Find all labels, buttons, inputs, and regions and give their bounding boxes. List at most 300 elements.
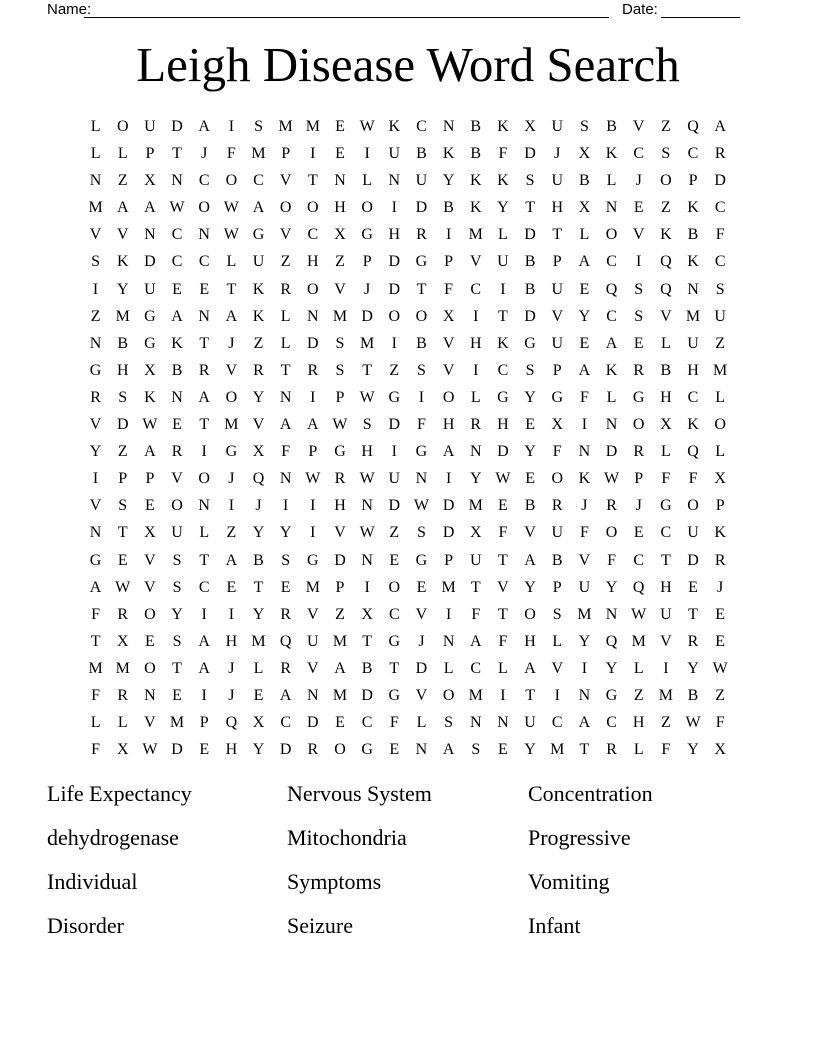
grid-letter[interactable]: O [605,524,618,542]
grid-letter[interactable]: A [524,551,536,569]
grid-letter[interactable]: P [688,172,698,190]
grid-letter[interactable]: S [471,741,481,759]
grid-letter[interactable]: D [334,551,346,569]
grid-letter[interactable]: D [307,714,319,732]
grid-letter[interactable]: F [471,605,481,623]
grid-letter[interactable]: S [634,307,644,325]
grid-letter[interactable]: X [361,605,373,623]
grid-letter[interactable]: K [605,361,618,379]
grid-letter[interactable]: M [631,632,646,650]
grid-letter[interactable]: V [89,416,102,434]
grid-letter[interactable]: C [198,172,210,190]
grid-letter[interactable]: Y [524,388,536,406]
grid-letter[interactable]: Y [171,605,183,623]
grid-letter[interactable]: Y [252,605,265,623]
grid-letter[interactable]: M [251,632,266,650]
grid-letter[interactable]: S [634,280,644,298]
grid-letter[interactable]: I [310,388,316,406]
grid-letter[interactable]: V [116,226,129,244]
grid-letter[interactable]: G [361,741,373,759]
grid-letter[interactable]: S [362,416,372,434]
grid-letter[interactable]: M [88,199,103,217]
grid-letter[interactable]: T [688,605,698,623]
grid-letter[interactable]: C [687,145,699,163]
grid-letter[interactable]: Y [687,659,699,677]
word-list-item[interactable]: Symptoms [287,869,382,894]
grid-letter[interactable]: A [144,199,156,217]
grid-letter[interactable]: S [525,361,535,379]
grid-letter[interactable]: W [223,226,239,244]
grid-letter[interactable]: U [551,334,564,352]
grid-letter[interactable]: Z [660,714,671,732]
grid-letter[interactable]: G [361,226,373,244]
grid-letter[interactable]: N [497,714,509,732]
grid-letter[interactable]: H [660,388,672,406]
grid-letter[interactable]: Z [335,253,345,271]
grid-letter[interactable]: W [169,199,185,217]
grid-letter[interactable]: Y [605,578,618,596]
grid-letter[interactable]: I [310,497,316,515]
grid-letter[interactable]: B [660,361,672,379]
grid-letter[interactable]: C [606,714,617,732]
grid-letter[interactable]: N [605,416,618,434]
grid-letter[interactable]: C [470,280,482,298]
grid-letter[interactable]: M [468,497,483,515]
grid-letter[interactable]: H [334,497,346,515]
grid-letter[interactable]: R [171,443,183,461]
grid-letter[interactable]: N [442,118,455,135]
grid-letter[interactable]: G [388,632,401,650]
grid-letter[interactable]: V [144,578,156,596]
grid-letter[interactable]: K [578,470,591,488]
grid-letter[interactable]: B [524,497,536,515]
grid-letter[interactable]: C [253,172,264,190]
grid-letter[interactable]: F [498,632,508,650]
grid-letter[interactable]: E [633,524,644,542]
grid-letter[interactable]: O [442,686,455,704]
grid-letter[interactable]: B [524,280,536,298]
grid-letter[interactable]: N [605,605,618,623]
grid-letter[interactable]: O [198,199,210,217]
grid-letter[interactable]: S [579,118,589,135]
grid-letter[interactable]: T [660,551,671,569]
grid-letter[interactable]: R [687,632,699,650]
grid-letter[interactable]: Y [578,632,591,650]
grid-letter[interactable]: L [253,659,264,677]
grid-letter[interactable]: M [332,686,348,704]
grid-letter[interactable]: N [198,497,210,515]
grid-letter[interactable]: F [661,470,671,488]
grid-letter[interactable]: Z [117,443,128,461]
grid-letter[interactable]: N [578,443,591,461]
grid-letter[interactable]: I [228,497,235,515]
grid-letter[interactable]: Q [660,280,672,298]
grid-letter[interactable]: I [310,524,316,542]
grid-letter[interactable]: N [307,307,319,325]
grid-letter[interactable]: B [687,226,699,244]
grid-letter[interactable]: O [361,199,373,217]
grid-letter[interactable]: Z [117,172,128,190]
grid-letter[interactable]: T [470,578,481,596]
grid-letter[interactable]: X [144,524,156,542]
grid-letter[interactable]: Y [252,741,265,759]
grid-letter[interactable]: A [144,443,156,461]
grid-letter[interactable]: S [661,145,671,163]
grid-letter[interactable]: L [362,172,373,190]
grid-letter[interactable]: B [416,334,427,352]
grid-letter[interactable]: J [228,334,235,352]
grid-letter[interactable]: H [388,226,401,244]
grid-letter[interactable]: K [116,253,129,271]
grid-letter[interactable]: B [524,253,536,271]
grid-letter[interactable]: I [201,686,207,704]
grid-letter[interactable]: Q [252,470,265,488]
grid-letter[interactable]: M [468,686,483,704]
grid-letter[interactable]: I [364,145,370,163]
grid-letter[interactable]: F [688,470,698,488]
grid-letter[interactable]: T [172,659,182,677]
grid-letter[interactable]: D [687,551,699,569]
grid-letter[interactable]: E [688,578,698,596]
grid-letter[interactable]: E [633,199,644,217]
grid-letter[interactable]: M [658,686,673,704]
grid-letter[interactable]: N [144,686,156,704]
grid-letter[interactable]: C [714,253,726,271]
grid-letter[interactable]: L [552,632,563,650]
grid-letter[interactable]: U [660,605,672,623]
grid-letter[interactable]: C [361,714,373,732]
grid-letter[interactable]: X [469,524,482,542]
grid-letter[interactable]: M [332,307,348,325]
grid-letter[interactable]: Y [524,443,536,461]
grid-letter[interactable]: Y [605,659,618,677]
grid-letter[interactable]: L [715,443,726,461]
grid-letter[interactable]: B [253,551,264,569]
grid-letter[interactable]: I [283,497,289,515]
grid-letter[interactable]: W [413,497,429,515]
grid-letter[interactable]: Y [116,280,129,298]
grid-letter[interactable]: S [118,388,128,406]
grid-letter[interactable]: L [443,659,454,677]
grid-letter[interactable]: J [228,659,235,677]
grid-letter[interactable]: W [359,118,375,135]
grid-letter[interactable]: A [307,416,319,434]
grid-letter[interactable]: R [307,741,319,759]
grid-letter[interactable]: T [307,172,318,190]
grid-letter[interactable]: A [334,659,346,677]
grid-letter[interactable]: E [117,551,128,569]
grid-letter[interactable]: H [116,361,129,379]
grid-letter[interactable]: F [417,416,426,434]
grid-letter[interactable]: U [415,172,428,190]
grid-letter[interactable]: O [144,605,156,623]
grid-letter[interactable]: H [442,416,455,434]
grid-letter[interactable]: I [391,443,397,461]
grid-letter[interactable]: B [443,199,454,217]
grid-letter[interactable]: W [115,578,131,596]
grid-letter[interactable]: K [497,118,509,135]
grid-letter[interactable]: Q [632,578,645,596]
grid-letter[interactable]: O [225,172,238,190]
grid-letter[interactable]: V [252,416,265,434]
grid-letter[interactable]: T [498,605,508,623]
grid-letter[interactable]: R [280,280,291,298]
grid-letter[interactable]: D [388,280,401,298]
grid-letter[interactable]: U [551,118,564,135]
grid-letter[interactable]: T [498,551,508,569]
grid-letter[interactable]: E [715,605,726,623]
grid-letter[interactable]: X [116,741,129,759]
grid-letter[interactable]: P [444,551,454,569]
grid-letter[interactable]: F [607,551,616,569]
grid-letter[interactable]: B [579,172,590,190]
grid-letter[interactable]: Y [89,443,102,461]
word-list-item[interactable]: dehydrogenase [47,825,179,850]
grid-letter[interactable]: F [91,605,101,623]
grid-letter[interactable]: W [359,524,375,542]
grid-letter[interactable]: Y [497,199,509,217]
grid-letter[interactable]: P [552,253,562,271]
grid-letter[interactable]: F [226,145,236,163]
grid-letter[interactable]: R [90,388,101,406]
grid-letter[interactable]: K [469,172,482,190]
grid-letter[interactable]: U [578,578,591,596]
grid-letter[interactable]: J [201,145,208,163]
grid-letter[interactable]: V [578,551,591,569]
grid-letter[interactable]: T [362,632,373,650]
grid-letter[interactable]: C [551,714,563,732]
grid-letter[interactable]: G [632,388,645,406]
grid-letter[interactable]: E [498,497,508,515]
grid-letter[interactable]: E [199,741,210,759]
grid-letter[interactable]: R [606,497,617,515]
grid-letter[interactable]: N [89,524,102,542]
grid-letter[interactable]: A [578,253,591,271]
grid-letter[interactable]: E [199,280,210,298]
grid-letter[interactable]: Z [633,686,644,704]
grid-letter[interactable]: R [334,470,346,488]
grid-letter[interactable]: D [524,145,536,163]
grid-letter[interactable]: B [117,334,129,352]
grid-letter[interactable]: X [551,416,564,434]
grid-letter[interactable]: C [606,307,617,325]
word-list-item[interactable]: Concentration [528,781,653,806]
word-list-item[interactable]: Disorder [47,913,124,938]
grid-letter[interactable]: T [199,416,210,434]
grid-letter[interactable]: S [172,578,182,596]
grid-letter[interactable]: E [525,470,535,488]
grid-letter[interactable]: H [334,199,346,217]
grid-letter[interactable]: E [416,578,427,596]
grid-letter[interactable]: T [253,578,264,596]
grid-letter[interactable]: T [117,524,128,542]
grid-letter[interactable]: K [252,307,265,325]
grid-letter[interactable]: L [117,145,128,163]
grid-letter[interactable]: C [171,253,183,271]
grid-letter[interactable]: Q [660,253,672,271]
grid-letter[interactable]: W [332,416,348,434]
grid-letter[interactable]: A [442,741,455,759]
grid-letter[interactable]: F [498,524,508,542]
grid-letter[interactable]: A [279,686,292,704]
grid-letter[interactable]: M [360,334,375,352]
word-list-item[interactable]: Infant [528,913,581,938]
grid-letter[interactable]: X [252,443,265,461]
grid-letter[interactable]: P [552,578,562,596]
grid-letter[interactable]: Z [90,307,101,325]
grid-letter[interactable]: W [359,470,375,488]
grid-letter[interactable]: W [495,470,511,488]
grid-letter[interactable]: U [144,118,156,135]
grid-letter[interactable]: Y [687,741,699,759]
grid-letter[interactable]: E [715,632,726,650]
grid-letter[interactable]: I [228,118,235,135]
grid-letter[interactable]: N [144,226,156,244]
grid-letter[interactable]: F [715,714,725,732]
grid-letter[interactable]: L [606,388,617,406]
grid-letter[interactable]: N [198,226,210,244]
grid-letter[interactable]: S [335,334,345,352]
grid-letter[interactable]: E [226,578,237,596]
grid-letter[interactable]: P [308,443,318,461]
grid-letter[interactable]: H [687,361,699,379]
grid-letter[interactable]: X [578,199,591,217]
grid-letter[interactable]: V [442,334,455,352]
grid-letter[interactable]: V [551,659,564,677]
grid-letter[interactable]: R [633,443,645,461]
grid-letter[interactable]: A [469,632,482,650]
date-write-line[interactable] [661,17,740,18]
word-list-item[interactable]: Life Expectancy [47,781,192,806]
grid-letter[interactable]: I [418,388,425,406]
grid-letter[interactable]: N [361,551,373,569]
grid-letter[interactable]: B [171,361,183,379]
grid-letter[interactable]: V [334,524,346,542]
grid-letter[interactable]: K [388,118,401,135]
grid-letter[interactable]: V [524,524,536,542]
grid-letter[interactable]: G [144,307,156,325]
grid-letter[interactable]: L [280,307,291,325]
grid-letter[interactable]: R [198,361,210,379]
grid-letter[interactable]: P [362,253,372,271]
grid-letter[interactable]: D [279,741,292,759]
word-list-item[interactable]: Mitochondria [287,825,407,850]
grid-letter[interactable]: F [91,741,101,759]
grid-letter[interactable]: V [415,605,428,623]
grid-letter[interactable]: C [714,199,726,217]
grid-letter[interactable]: F [715,226,725,244]
grid-letter[interactable]: E [145,497,155,515]
grid-letter[interactable]: W [142,741,158,759]
grid-letter[interactable]: V [144,551,156,569]
grid-letter[interactable]: U [551,280,564,298]
grid-letter[interactable]: V [632,226,645,244]
grid-letter[interactable]: V [89,497,102,515]
grid-letter[interactable]: T [362,361,373,379]
grid-letter[interactable]: T [199,551,210,569]
grid-letter[interactable]: V [497,578,509,596]
grid-letter[interactable]: E [335,714,345,732]
grid-letter[interactable]: C [416,118,427,135]
grid-letter[interactable]: M [468,226,483,244]
grid-letter[interactable]: Q [687,443,699,461]
grid-letter[interactable]: D [714,172,726,190]
grid-letter[interactable]: O [714,416,726,434]
grid-letter[interactable]: I [554,686,560,704]
grid-letter[interactable]: Z [389,524,400,542]
grid-letter[interactable]: D [388,497,401,515]
grid-letter[interactable]: D [442,497,455,515]
grid-letter[interactable]: Z [389,361,400,379]
grid-letter[interactable]: U [144,280,156,298]
grid-letter[interactable]: V [171,470,183,488]
grid-letter[interactable]: R [307,361,319,379]
grid-letter[interactable]: Q [225,714,238,732]
grid-letter[interactable]: S [715,280,725,298]
grid-letter[interactable]: U [524,714,536,732]
grid-letter[interactable]: R [117,605,129,623]
word-list-item[interactable]: Individual [47,869,138,894]
grid-letter[interactable]: S [91,253,101,271]
grid-letter[interactable]: P [145,470,155,488]
grid-letter[interactable]: N [279,470,292,488]
grid-letter[interactable]: R [280,659,291,677]
grid-letter[interactable]: B [416,145,427,163]
grid-letter[interactable]: E [579,280,590,298]
grid-letter[interactable]: E [172,416,182,434]
grid-letter[interactable]: N [171,388,183,406]
grid-letter[interactable]: I [391,334,397,352]
grid-letter[interactable]: N [469,714,482,732]
grid-letter[interactable]: X [116,632,129,650]
grid-letter[interactable]: O [551,470,564,488]
grid-letter[interactable]: F [498,145,508,163]
grid-letter[interactable]: I [228,605,235,623]
grid-letter[interactable]: C [497,361,509,379]
grid-letter[interactable]: R [280,605,291,623]
grid-letter[interactable]: M [550,741,565,759]
grid-letter[interactable]: R [633,361,645,379]
grid-letter[interactable]: I [636,253,642,271]
grid-letter[interactable]: C [198,578,210,596]
grid-letter[interactable]: O [388,307,401,325]
grid-letter[interactable]: C [633,551,645,569]
grid-letter[interactable]: O [632,416,645,434]
grid-letter[interactable]: D [524,226,536,244]
grid-letter[interactable]: Z [280,253,291,271]
grid-letter[interactable]: R [714,551,726,569]
grid-letter[interactable]: M [115,307,130,325]
grid-letter[interactable]: M [115,659,130,677]
grid-letter[interactable]: N [415,470,428,488]
grid-letter[interactable]: E [172,686,182,704]
grid-letter[interactable]: E [633,334,644,352]
grid-letter[interactable]: N [279,388,292,406]
grid-letter[interactable]: K [714,524,726,542]
grid-letter[interactable]: S [281,551,291,569]
grid-letter[interactable]: R [253,361,264,379]
grid-letter[interactable]: Z [660,118,671,135]
grid-letter[interactable]: W [359,388,375,406]
grid-letter[interactable]: V [415,686,428,704]
grid-letter[interactable]: E [498,741,508,759]
grid-letter[interactable]: G [415,443,428,461]
grid-letter[interactable]: L [117,714,128,732]
grid-letter[interactable]: G [89,551,102,569]
grid-letter[interactable]: M [278,118,293,135]
grid-letter[interactable]: V [469,253,482,271]
grid-letter[interactable]: U [687,524,699,542]
